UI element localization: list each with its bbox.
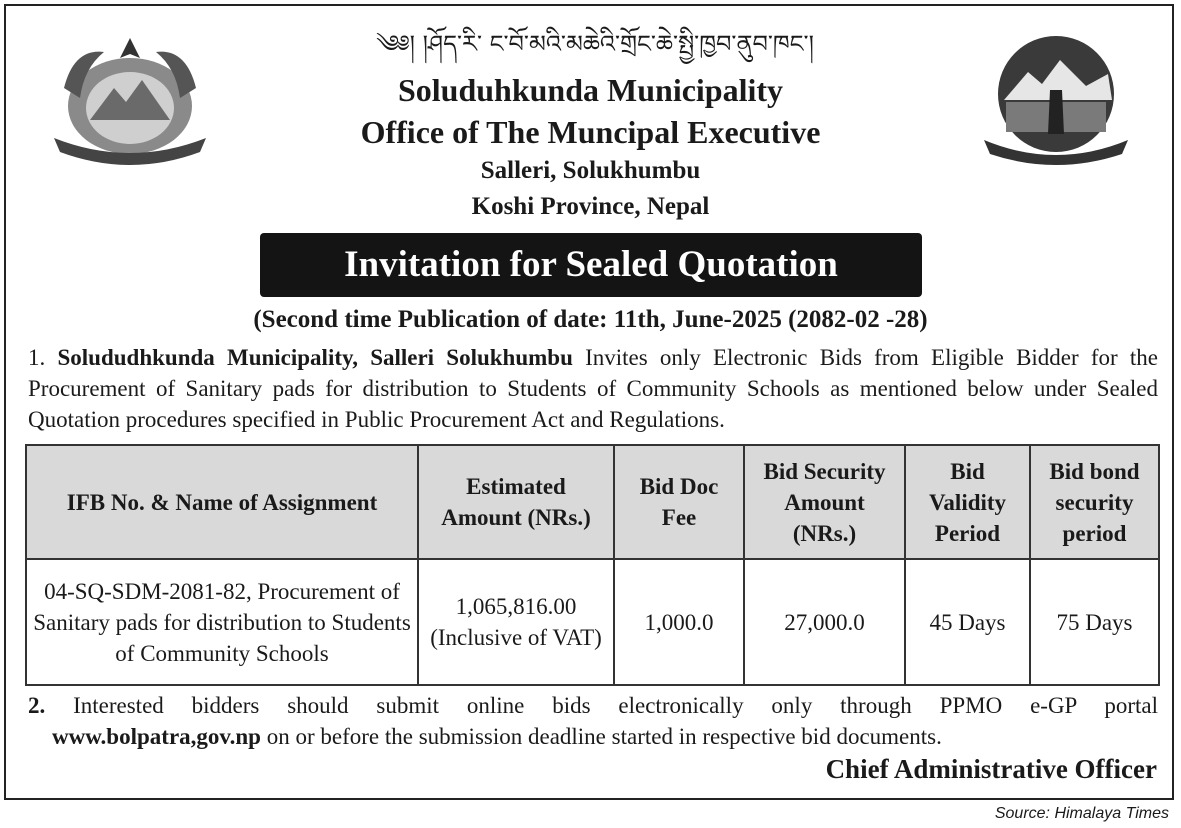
address-line-1: Salleri, Solukhumbu bbox=[480, 157, 701, 184]
col-header-bid-security: Bid Security Amount (NRs.) bbox=[744, 445, 905, 559]
col-header-assignment: IFB No. & Name of Assignment bbox=[26, 445, 418, 559]
paragraph-1-lead: Solududhkunda Municipality, Salleri Solukhumbu bbox=[57, 345, 573, 370]
cell-assignment: 04-SQ-SDM-2081-82, Procurement of Sanitary pads for distribution to Students of Community Schools bbox=[26, 559, 418, 685]
quotation-table bbox=[25, 444, 1160, 686]
signatory: Chief Administrative Officer bbox=[825, 754, 1157, 784]
cell-estimated-amount: 1,065,816.00 (Inclusive of VAT) bbox=[418, 559, 614, 685]
cell-bid-doc-fee: 1,000.0 bbox=[614, 559, 744, 685]
org-name: Soluduhkunda Municipality bbox=[397, 72, 784, 108]
bolpatra-link[interactable]: www.bolpatra,gov.np bbox=[52, 724, 261, 749]
cell-bond-period: 75 Days bbox=[1030, 559, 1159, 685]
paragraph-2-line-2 bbox=[28, 724, 942, 749]
col-header-estimated-amount: Estimated Amount (NRs.) bbox=[418, 445, 614, 559]
address-line-2: Koshi Province, Nepal bbox=[471, 193, 710, 220]
col-header-validity: Bid Validity Period bbox=[905, 445, 1030, 559]
table-header-row bbox=[26, 445, 1159, 559]
notice-title-banner: Invitation for Sealed Quotation bbox=[260, 233, 922, 297]
paragraph-2 bbox=[28, 690, 1158, 752]
paragraph-1 bbox=[28, 342, 1158, 435]
publication-date: (Second time Publication of date: 11th, June-2025 (2082-02 -28) bbox=[253, 306, 928, 333]
table-row bbox=[26, 559, 1159, 685]
col-header-bond-period: Bid bond security period bbox=[1030, 445, 1159, 559]
tibetan-heading: ༄༅། །ཤོད་རི་ ང་བོ་མའི་མཆེའི་གྲོང་ཆེ་སྤྱི་ཁྱབ་ནུབ་ཁང་། bbox=[376, 30, 814, 58]
paragraph-2-rest: on or before the submission deadline started in respective bid documents. bbox=[266, 724, 942, 749]
source-credit: Source: Himalaya Times bbox=[994, 805, 1169, 822]
cell-bid-security: 27,000.0 bbox=[744, 559, 905, 685]
paragraph-2-text: Interested bidders should submit online bids electronically only through PPMO e-GP portal bbox=[73, 693, 1158, 718]
office-name: Office of The Muncipal Executive bbox=[360, 114, 821, 150]
col-header-bid-doc-fee: Bid Doc Fee bbox=[614, 445, 744, 559]
cell-validity: 45 Days bbox=[905, 559, 1030, 685]
paragraph-1-number: 1. bbox=[28, 345, 46, 370]
paragraph-2-line-1 bbox=[28, 690, 1158, 721]
paragraph-1-text: Invites only Electronic Bids from Eligible Bidder for the Procurement of Sanitary pads for distribution to Students of Community Schools as mentioned below under Sealed Quotation procedures specified in Public Procurement Act and Regulations. bbox=[28, 345, 1159, 432]
paragraph-2-number: 2. bbox=[28, 693, 46, 718]
